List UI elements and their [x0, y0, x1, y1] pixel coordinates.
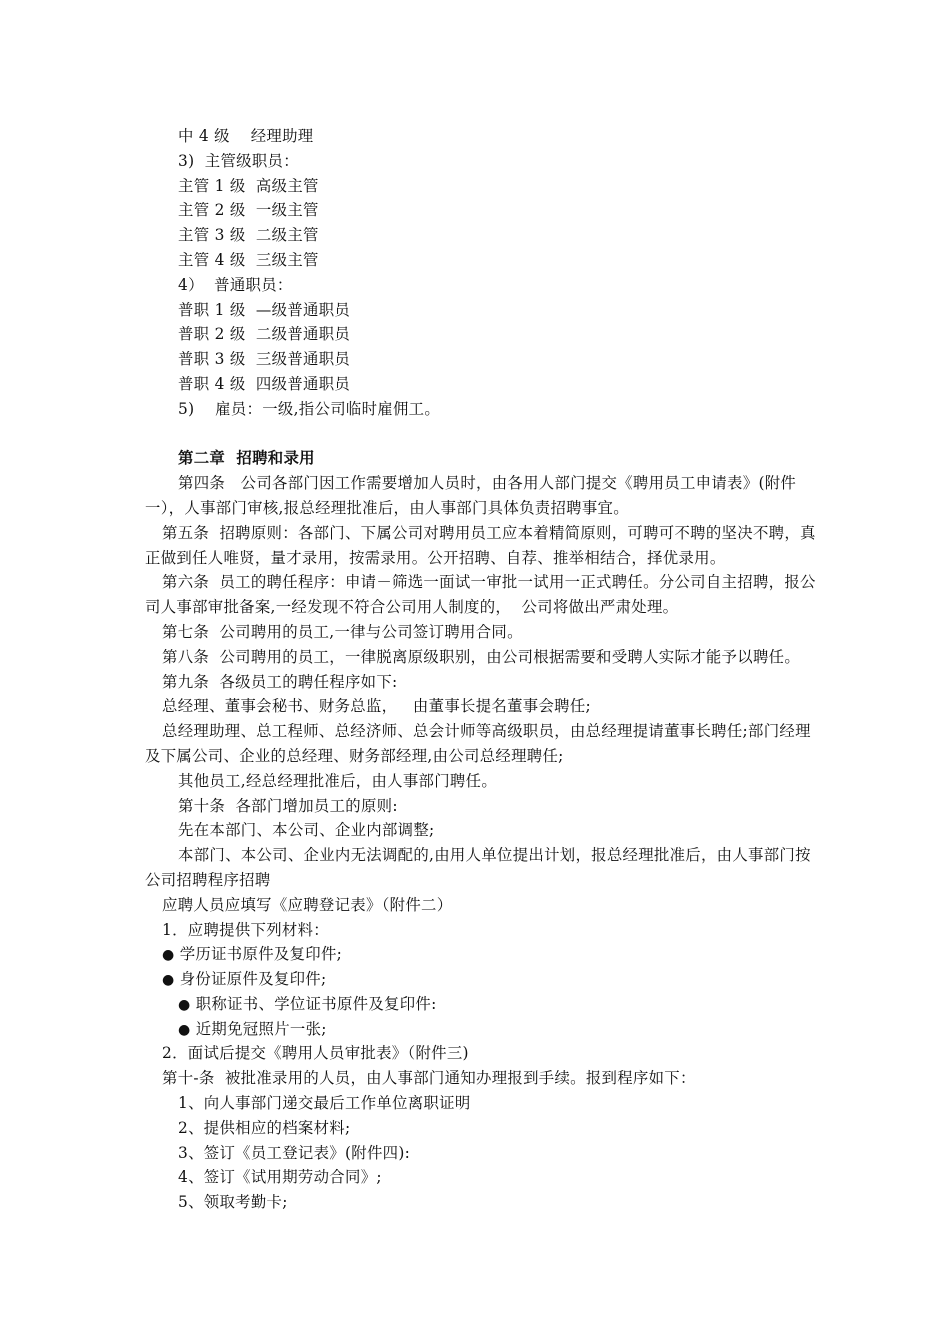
- article-8: 第八条 公司聘用的员工，一律脱离原级职别，由公司根据需要和受聘人实际才能予以聘任。: [162, 647, 801, 666]
- staff-level: 普职 4 级 四级普通职员: [178, 374, 351, 393]
- article-4-line-2: 一），人事部门审核,报总经理批准后，由人事部门具体负责招聘事宜。: [145, 498, 629, 517]
- supervisor-heading: 3) 主管级职员：: [178, 151, 299, 170]
- report-step: 3、签订《员工登记表》(附件四):: [178, 1143, 411, 1162]
- article-9-item-c: 其他员工,经总经理批准后，由人事部门聘任。: [178, 771, 498, 790]
- material-text: 职称证书、学位证书原件及复印件:: [195, 994, 437, 1013]
- report-step: 1、向人事部门递交最后工作单位离职证明: [178, 1094, 471, 1113]
- article-10-item-b-line-2: 公司招聘程序招聘: [145, 870, 271, 889]
- article-5-line-1: 第五条 招聘原则：各部门、下属公司对聘用员工应本着精简原则，可聘可不聘的坚决不聘，真: [162, 523, 816, 542]
- employee-level: 5) 雇员：一级,指公司临时雇佣工。: [178, 399, 441, 418]
- supervisor-level: 主管 4 级 三级主管: [178, 250, 319, 269]
- material-item: [145, 942, 860, 967]
- blank-line: [145, 422, 860, 447]
- article-7: 第七条 公司聘用的员工,一律与公司签订聘用合同。: [162, 622, 523, 641]
- article-4-line-1: 第四条 公司各部门因工作需要增加人员时，由各用人部门提交《聘用员工申请表》(附件: [178, 474, 797, 493]
- bullet-icon: ●: [178, 1021, 191, 1038]
- article-10-item-a: 先在本部门、本公司、企业内部调整;: [178, 821, 435, 840]
- bullet-icon: ●: [162, 972, 175, 989]
- article-6-line-1: 第六条 员工的聘任程序：申请－筛选一面试一审批一试用一正式聘任。分公司自主招聘，报公: [162, 573, 816, 592]
- article-9: 第九条 各级员工的聘任程序如下:: [162, 672, 398, 691]
- interview-note: 2．面试后提交《聘用人员审批表》（附件三): [162, 1044, 469, 1063]
- supervisor-level: 主管 2 级 一级主管: [178, 201, 319, 220]
- material-item: [145, 992, 860, 1017]
- level-mid4: 中 4 级 经理助理: [178, 127, 314, 145]
- article-10-item-b-line-1: 本部门、本公司、企业内无法调配的,由用人单位提出计划，报总经理批准后，由人事部门按: [178, 846, 811, 865]
- article-9-item-b-line-1: 总经理助理、总工程师、总经济师、总会计师等高级职员，由总经理提请董事长聘任;部门经理: [162, 722, 811, 741]
- report-step: 2、提供相应的档案材料;: [178, 1118, 351, 1137]
- bullet-icon: ●: [162, 947, 175, 964]
- material-item: [145, 967, 860, 992]
- chapter-title: 第二章 招聘和录用: [178, 449, 315, 468]
- article-11: 第十-条 被批准录用的人员，由人事部门通知办理报到手续。报到程序如下：: [162, 1069, 696, 1088]
- staff-level: 普职 2 级 二级普通职员: [178, 325, 351, 344]
- article-9-item-b-line-2: 及下属公司、企业的总经理、财务部经理,由公司总经理聘任;: [145, 746, 564, 765]
- document-body: [145, 124, 860, 1215]
- material-text: 身份证原件及复印件;: [179, 970, 327, 989]
- material-text: 近期免冠照片一张;: [195, 1019, 327, 1038]
- staff-level: 普职 3 级 三级普通职员: [178, 350, 351, 369]
- supervisor-level: 主管 1 级 高级主管: [178, 176, 319, 195]
- article-10: 第十条 各部门增加员工的原则:: [178, 796, 398, 815]
- report-step: 4、签订《试用期劳动合同》;: [178, 1168, 382, 1187]
- staff-level: 普职 1 级 —级普通职员: [178, 300, 351, 319]
- material-item: [145, 1017, 860, 1042]
- material-text: 学历证书原件及复印件;: [179, 945, 343, 964]
- staff-heading: 4） 普通职员：: [178, 275, 293, 294]
- supervisor-level: 主管 3 级 二级主管: [178, 226, 319, 245]
- article-9-item-a: 总经理、董事会秘书、财务总监， 由董事长提名董事会聘任;: [162, 697, 592, 716]
- materials-heading: 1．应聘提供下列材料：: [162, 920, 329, 939]
- application-form-note: 应聘人员应填写《应聘登记表》（附件二）: [162, 895, 453, 914]
- report-step: 5、领取考勤卡;: [178, 1193, 288, 1212]
- bullet-icon: ●: [178, 996, 191, 1013]
- article-5-line-2: 正做到任人唯贤，量才录用，按需录用。公开招聘、自荐、推举相结合，择优录用。: [145, 548, 726, 567]
- article-6-line-2: 司人事部审批备案,一经发现不符合公司用人制度的， 公司将做出严肃处理。: [145, 598, 679, 617]
